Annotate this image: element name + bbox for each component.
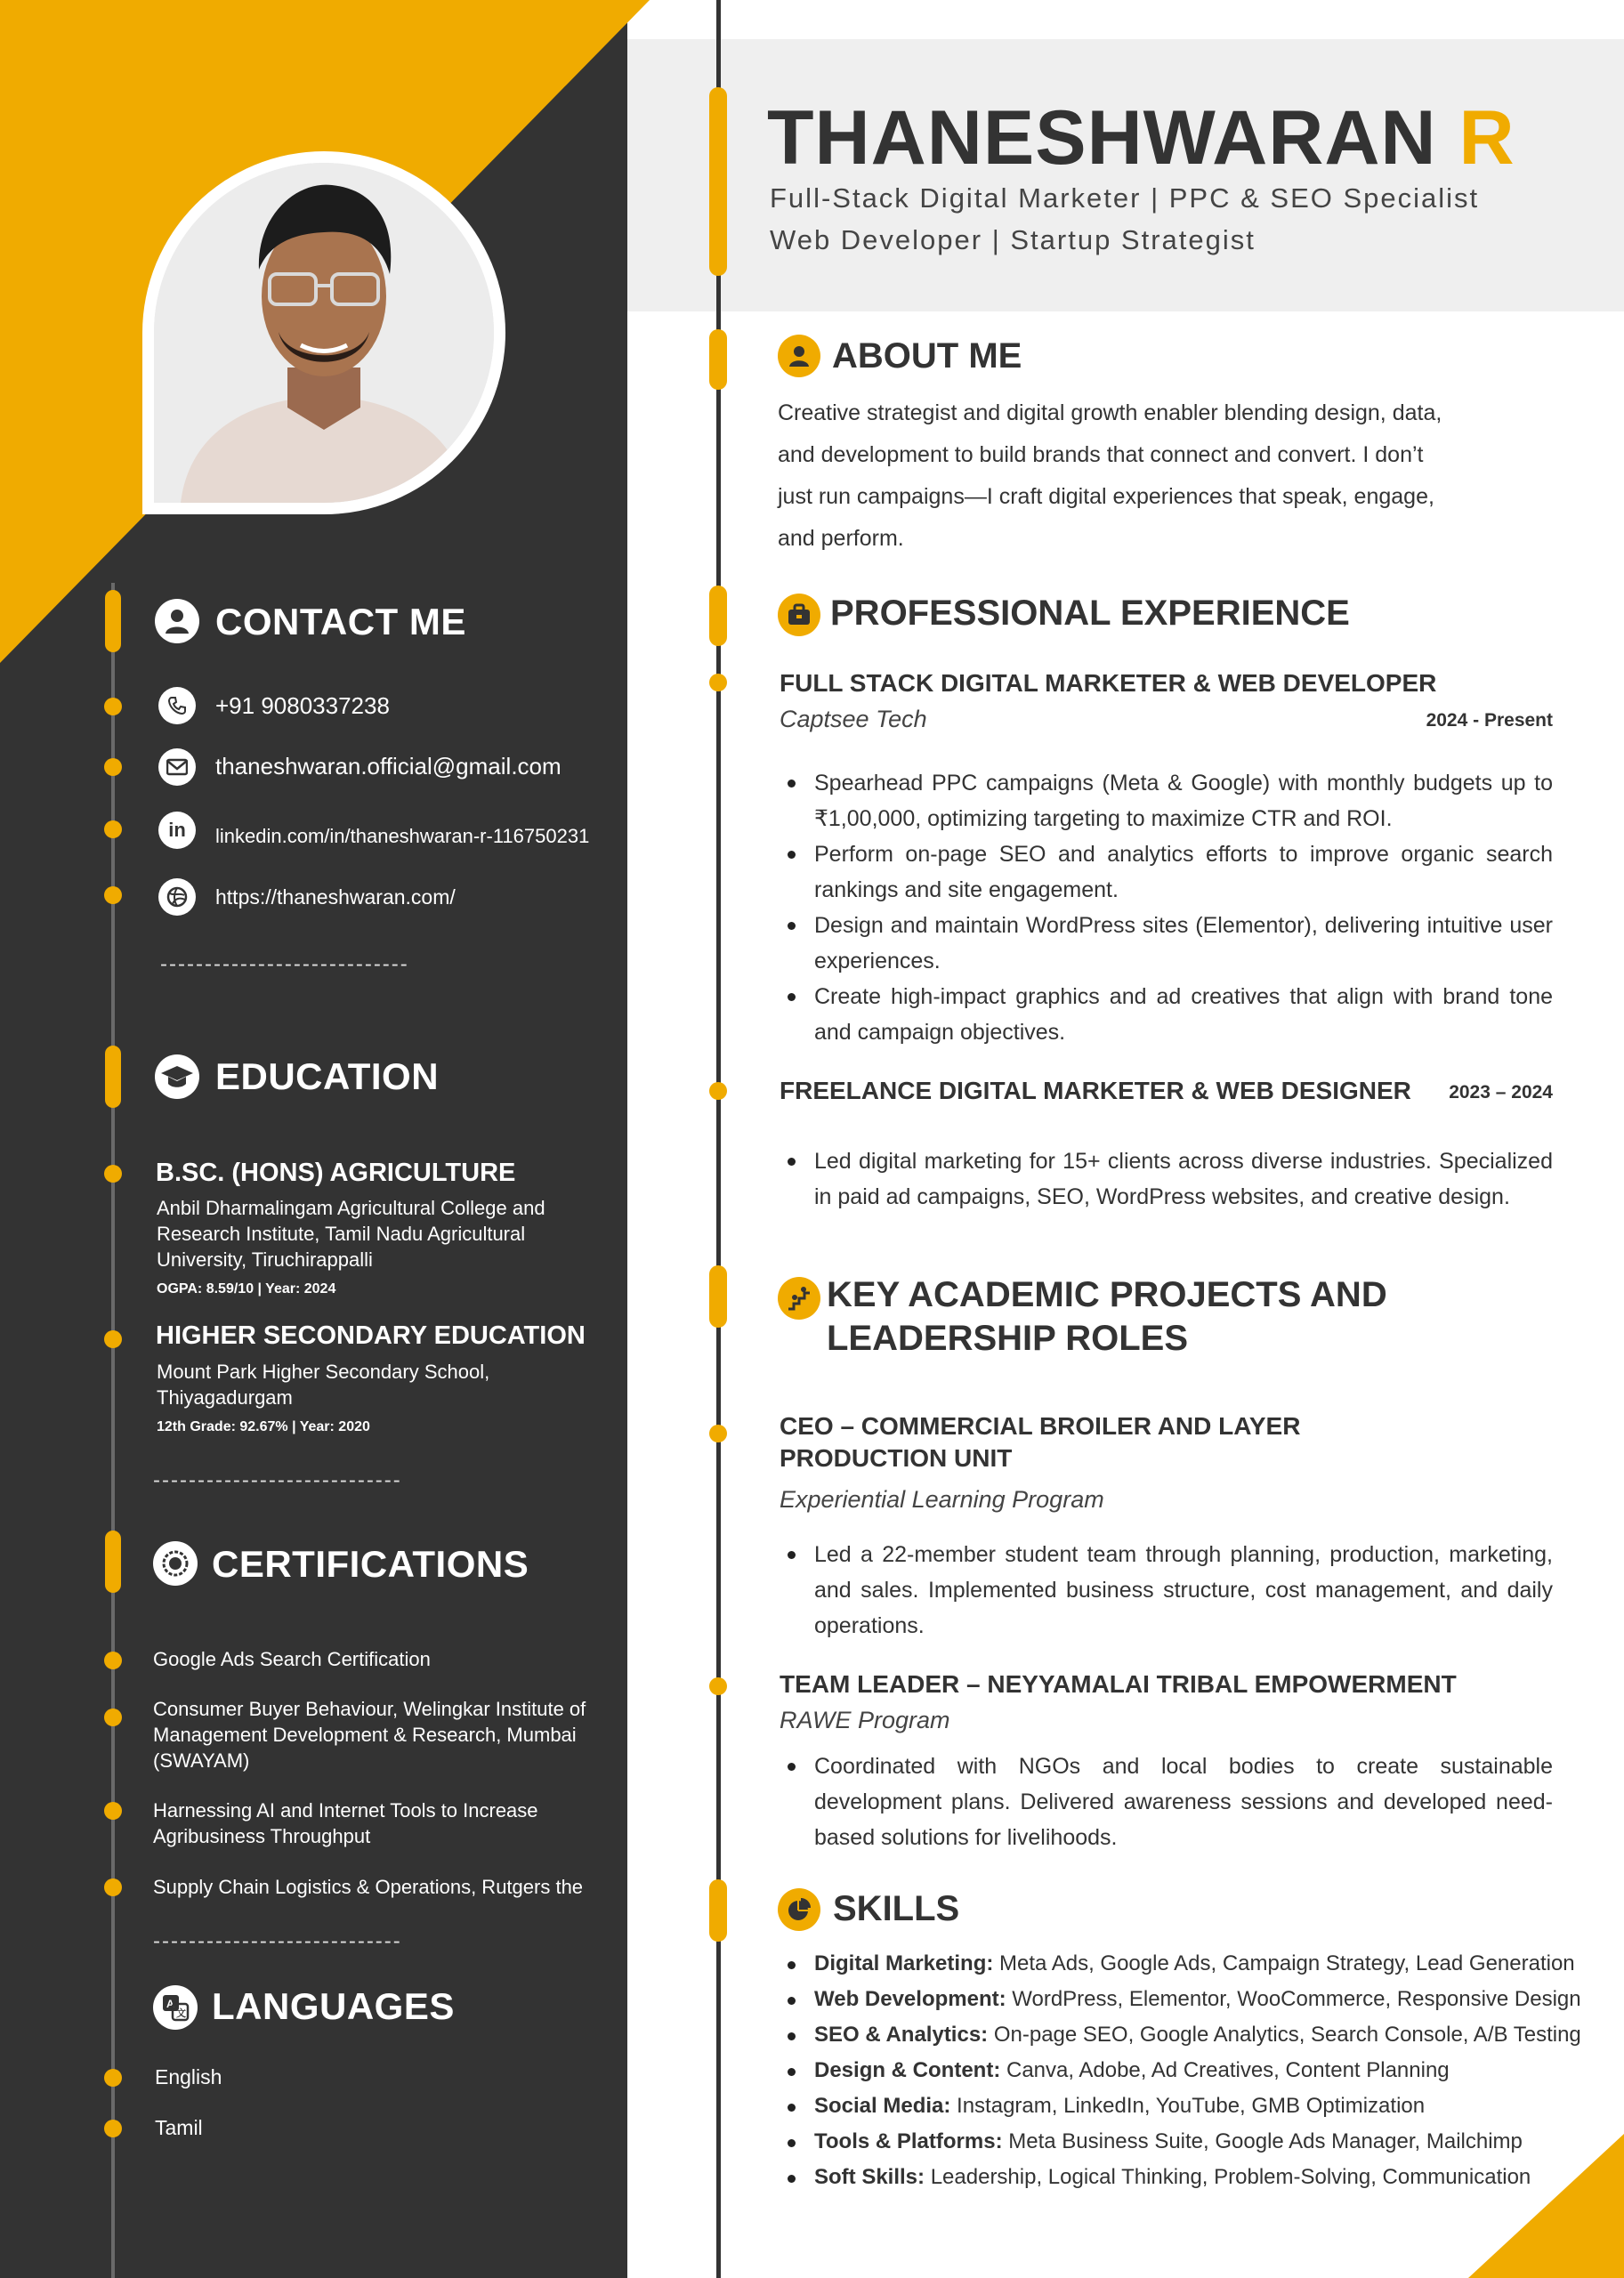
- phone-icon: [158, 687, 196, 724]
- skill-value: Meta Ads, Google Ads, Campaign Strategy, Lead Generation: [993, 1951, 1575, 1975]
- timeline-dot: [709, 674, 727, 691]
- education-title: HIGHER SECONDARY EDUCATION: [156, 1321, 586, 1350]
- translate-icon: [153, 1985, 198, 2030]
- timeline-dot: [709, 1425, 727, 1442]
- timeline-dot: [104, 886, 122, 904]
- job-date: 2024 - Present: [1426, 710, 1553, 731]
- education-meta: OGPA: 8.59/10 | Year: 2024: [157, 1281, 336, 1297]
- skill-label: SEO & Analytics:: [814, 2023, 989, 2047]
- globe-icon: [158, 878, 196, 916]
- about-line: just run campaigns—I craft digital experiences that speak, engage,: [778, 484, 1434, 509]
- section-divider: ----------------------------: [153, 1468, 402, 1492]
- education-school-line: Research Institute, Tamil Nadu Agricultural: [157, 1223, 526, 1245]
- job-bullet: Spearhead PPC campaigns (Meta & Google) with monthly budgets up to ₹1,00,000, optimizing targeting to maximize CTR and ROI.: [814, 765, 1553, 836]
- skill-item: [814, 2058, 1450, 2083]
- section-marker: [709, 1879, 727, 1942]
- skill-item: [814, 1951, 1575, 1976]
- skill-label: Digital Marketing:: [814, 1951, 994, 1975]
- project-program: RAWE Program: [780, 1707, 950, 1733]
- about-line: and perform.: [778, 526, 904, 551]
- profile-photo: [154, 163, 494, 503]
- pie-chart-icon: [778, 1888, 820, 1931]
- skill-label: Web Development:: [814, 1987, 1006, 2011]
- projects-heading: LEADERSHIP ROLES: [827, 1319, 1188, 1358]
- skill-value: Leadership, Logical Thinking, Problem-Solving, Communication: [925, 2165, 1531, 2189]
- contact-phone[interactable]: +91 9080337238: [215, 692, 390, 719]
- name-last: R: [1458, 95, 1515, 181]
- skill-label: Soft Skills:: [814, 2165, 925, 2189]
- certifications-heading: CERTIFICATIONS: [212, 1543, 529, 1585]
- about-line: Creative strategist and digital growth enabler blending design, data,: [778, 400, 1442, 425]
- timeline-dot: [104, 1330, 122, 1348]
- envelope-icon: [158, 748, 196, 786]
- education-school-line: University, Tiruchirappalli: [157, 1248, 373, 1271]
- timeline-dot: [104, 2069, 122, 2087]
- projects-heading: KEY ACADEMIC PROJECTS AND: [827, 1275, 1387, 1314]
- section-marker: [105, 1046, 121, 1108]
- skill-item: [814, 2129, 1523, 2154]
- skill-label: Tools & Platforms:: [814, 2129, 1003, 2153]
- skill-label: Social Media:: [814, 2094, 951, 2118]
- job-bullet: Led digital marketing for 15+ clients across diverse industries. Specialized in paid ad campaigns, SEO, WordPress websites, and creative design.: [814, 1143, 1553, 1215]
- user-icon: [778, 335, 820, 377]
- skill-item: [814, 2023, 1581, 2048]
- job-title: FULL STACK DIGITAL MARKETER & WEB DEVELOPER: [780, 669, 1437, 697]
- job-bullet: Create high-impact graphics and ad creatives that align with brand tone and campaign objectives.: [814, 979, 1553, 1050]
- education-school-line: Anbil Dharmalingam Agricultural College and: [157, 1197, 545, 1219]
- skill-label: Design & Content:: [814, 2058, 1001, 2082]
- skill-value: Instagram, LinkedIn, YouTube, GMB Optimization: [950, 2094, 1426, 2118]
- skill-item: [814, 2165, 1531, 2190]
- briefcase-icon: [778, 594, 820, 636]
- about-heading: ABOUT ME: [832, 336, 1022, 376]
- job-company: Captsee Tech: [780, 706, 927, 732]
- job-bullet: Design and maintain WordPress sites (Elementor), delivering intuitive user experiences.: [814, 908, 1553, 979]
- project-title: CEO – COMMERCIAL BROILER AND LAYER: [780, 1412, 1301, 1440]
- section-marker: [105, 1531, 121, 1593]
- section-marker: [709, 1265, 727, 1328]
- education-school-line: Thiyagadurgam: [157, 1386, 293, 1409]
- timeline-dot: [104, 1165, 122, 1183]
- project-bullet: Led a 22-member student team through planning, production, marketing, and sales. Implemented business structure, cost management, and daily operations.: [814, 1537, 1553, 1644]
- contact-heading: CONTACT ME: [215, 601, 466, 642]
- certification-line: Supply Chain Logistics & Operations, Rutgers the: [153, 1876, 584, 1898]
- timeline-dot: [104, 1652, 122, 1669]
- svg-text:A: A: [166, 1998, 174, 2010]
- language-item: English: [155, 2065, 222, 2088]
- graduation-cap-icon: [155, 1054, 199, 1099]
- timeline-dot: [709, 1677, 727, 1695]
- certification-line: Google Ads Search Certification: [153, 1648, 431, 1670]
- award-icon: [153, 1541, 198, 1586]
- team-climb-icon: [778, 1277, 820, 1320]
- skill-value: On-page SEO, Google Analytics, Search Console, A/B Testing: [988, 2023, 1581, 2047]
- person-portrait: [154, 163, 494, 503]
- headline-line: Full-Stack Digital Marketer | PPC & SEO Specialist: [770, 182, 1480, 214]
- section-marker: [105, 590, 121, 652]
- skill-value: Meta Business Suite, Google Ads Manager, Mailchimp: [1002, 2129, 1523, 2153]
- job-bullet: Perform on-page SEO and analytics efforts to improve organic search rankings and site engagement.: [814, 836, 1553, 908]
- languages-heading: LANGUAGES: [212, 1985, 455, 2027]
- project-bullet: Coordinated with NGOs and local bodies to create sustainable development plans. Delivered awareness sessions and developed need-based solutions for livelihoods.: [814, 1749, 1553, 1855]
- section-divider: ----------------------------: [153, 1929, 402, 1953]
- contact-linkedin[interactable]: linkedin.com/in/thaneshwaran-r-116750231: [215, 825, 590, 847]
- section-marker: [709, 329, 727, 390]
- section-marker: [709, 586, 727, 646]
- job-title: FREELANCE DIGITAL MARKETER & WEB DESIGNER: [780, 1077, 1411, 1104]
- education-heading: EDUCATION: [215, 1055, 440, 1097]
- timeline-dot: [709, 1082, 727, 1100]
- timeline-dot: [104, 1878, 122, 1896]
- about-line: and development to build brands that connect and convert. I don’t: [778, 442, 1424, 467]
- timeline-dot: [104, 1708, 122, 1726]
- project-title: PRODUCTION UNIT: [780, 1444, 1013, 1472]
- linkedin-icon: in: [158, 812, 196, 849]
- contact-website[interactable]: https://thaneshwaran.com/: [215, 885, 456, 909]
- project-program: Experiential Learning Program: [780, 1486, 1104, 1513]
- name-first: THANESHWARAN: [767, 95, 1437, 181]
- skill-item: [814, 2094, 1425, 2119]
- certification-line: (SWAYAM): [153, 1749, 250, 1772]
- certification-line: Agribusiness Throughput: [153, 1825, 371, 1847]
- timeline-dot: [104, 698, 122, 715]
- skill-value: Canva, Adobe, Ad Creatives, Content Planning: [1000, 2058, 1450, 2082]
- skill-item: [814, 1987, 1581, 2012]
- timeline-dot: [104, 1802, 122, 1820]
- timeline-dot: [104, 758, 122, 776]
- skills-heading: SKILLS: [833, 1889, 960, 1928]
- job-date: 2023 – 2024: [1449, 1082, 1553, 1103]
- timeline-dot: [104, 820, 122, 838]
- skill-value: WordPress, Elementor, WooCommerce, Responsive Design: [1006, 1987, 1581, 2011]
- experience-heading: PROFESSIONAL EXPERIENCE: [830, 594, 1350, 633]
- headline-line: Web Developer | Startup Strategist: [770, 224, 1256, 255]
- contact-email[interactable]: thaneshwaran.official@gmail.com: [215, 753, 562, 780]
- education-meta: 12th Grade: 92.67% | Year: 2020: [157, 1419, 370, 1434]
- education-school-line: Mount Park Higher Secondary School,: [157, 1361, 490, 1383]
- certification-line: Management Development & Research, Mumbai: [153, 1724, 577, 1746]
- education-title: B.SC. (HONS) AGRICULTURE: [156, 1159, 516, 1187]
- certification-line: Harnessing AI and Internet Tools to Increase: [153, 1799, 538, 1822]
- candidate-name: [767, 94, 1515, 182]
- section-divider: ----------------------------: [160, 952, 409, 976]
- language-item: Tamil: [155, 2116, 203, 2139]
- svg-text:文: 文: [176, 2008, 186, 2019]
- header-marker: [709, 87, 727, 276]
- project-title: TEAM LEADER – NEYYAMALAI TRIBAL EMPOWERMENT: [780, 1670, 1457, 1698]
- certification-line: Consumer Buyer Behaviour, Welingkar Institute of: [153, 1698, 586, 1720]
- person-icon: [155, 599, 199, 643]
- timeline-dot: [104, 2120, 122, 2137]
